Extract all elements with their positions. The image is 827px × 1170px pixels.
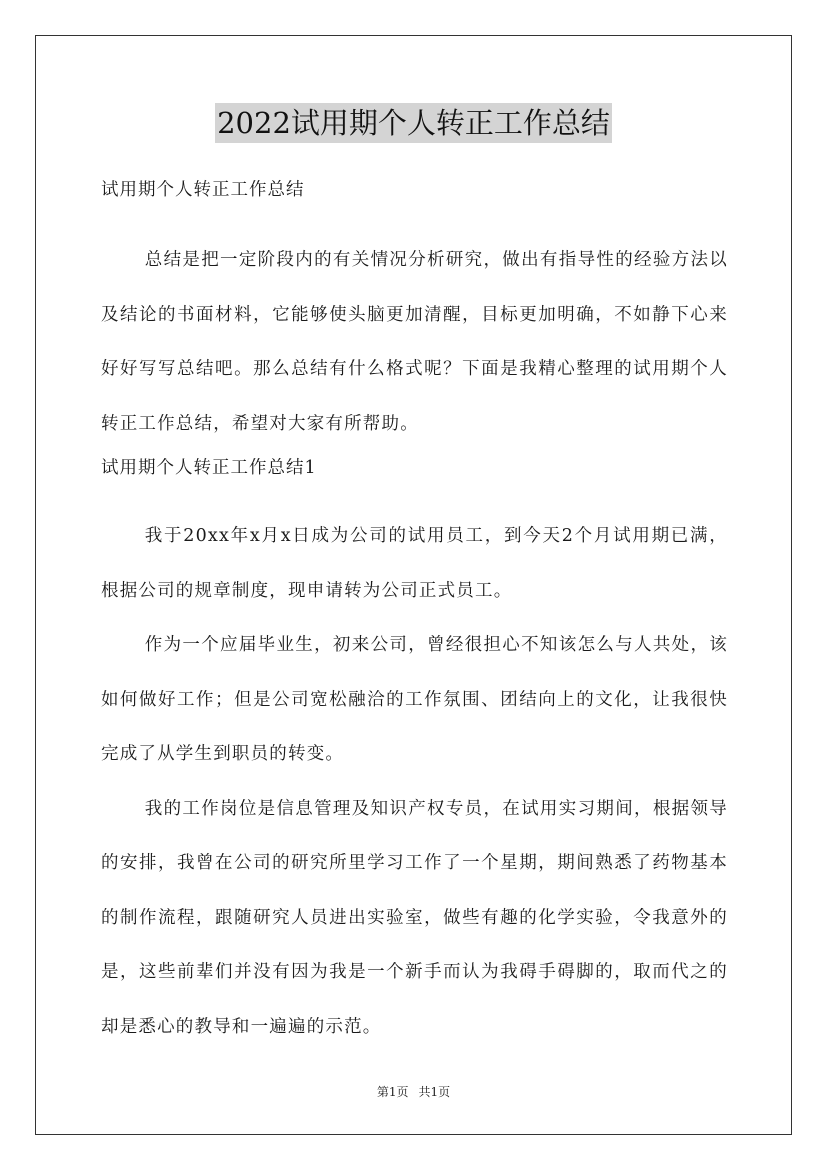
paragraph: 作为一个应届毕业生，初来公司，曾经很担心不知该怎么与人共处，该如何做好工作；但是公司宽松融洽的工作氛围、团结向上的文化，让我很快完成了从学生到职员的转变。 <box>101 635 728 764</box>
page-number-current: 第1页 <box>376 1085 409 1099</box>
page-number-total: 共1页 <box>418 1085 451 1099</box>
section-heading: 试用期个人转正工作总结1 <box>101 458 317 478</box>
document-body <box>101 175 728 1054</box>
title-container <box>0 103 827 143</box>
section-heading: 试用期个人转正工作总结 <box>101 180 305 200</box>
page-footer <box>0 1084 827 1100</box>
paragraph: 我于20xx年x月x日成为公司的试用员工，到今天2个月试用期已满，根据公司的规章制度，现申请转为公司正式员工。 <box>101 526 728 601</box>
document-title: 2022试用期个人转正工作总结 <box>215 103 612 143</box>
paragraph: 总结是把一定阶段内的有关情况分析研究，做出有指导性的经验方法以及结论的书面材料，它能够使头脑更加清醒，目标更加明确，不如静下心来好好写写总结吧。那么总结有什么格式呢？下面是我精心整理的试用期个人转正工作总结，希望对大家有所帮助。 <box>101 250 728 434</box>
paragraph: 我的工作岗位是信息管理及知识产权专员，在试用实习期间，根据领导的安排，我曾在公司的研究所里学习工作了一个星期，期间熟悉了药物基本的制作流程，跟随研究人员进出实验室，做些有趣的化学实验，令我意外的是，这些前辈们并没有因为我是一个新手而认为我碍手碍脚的，取而代之的却是悉心的教导和一遍遍的示范。 <box>101 798 728 1037</box>
